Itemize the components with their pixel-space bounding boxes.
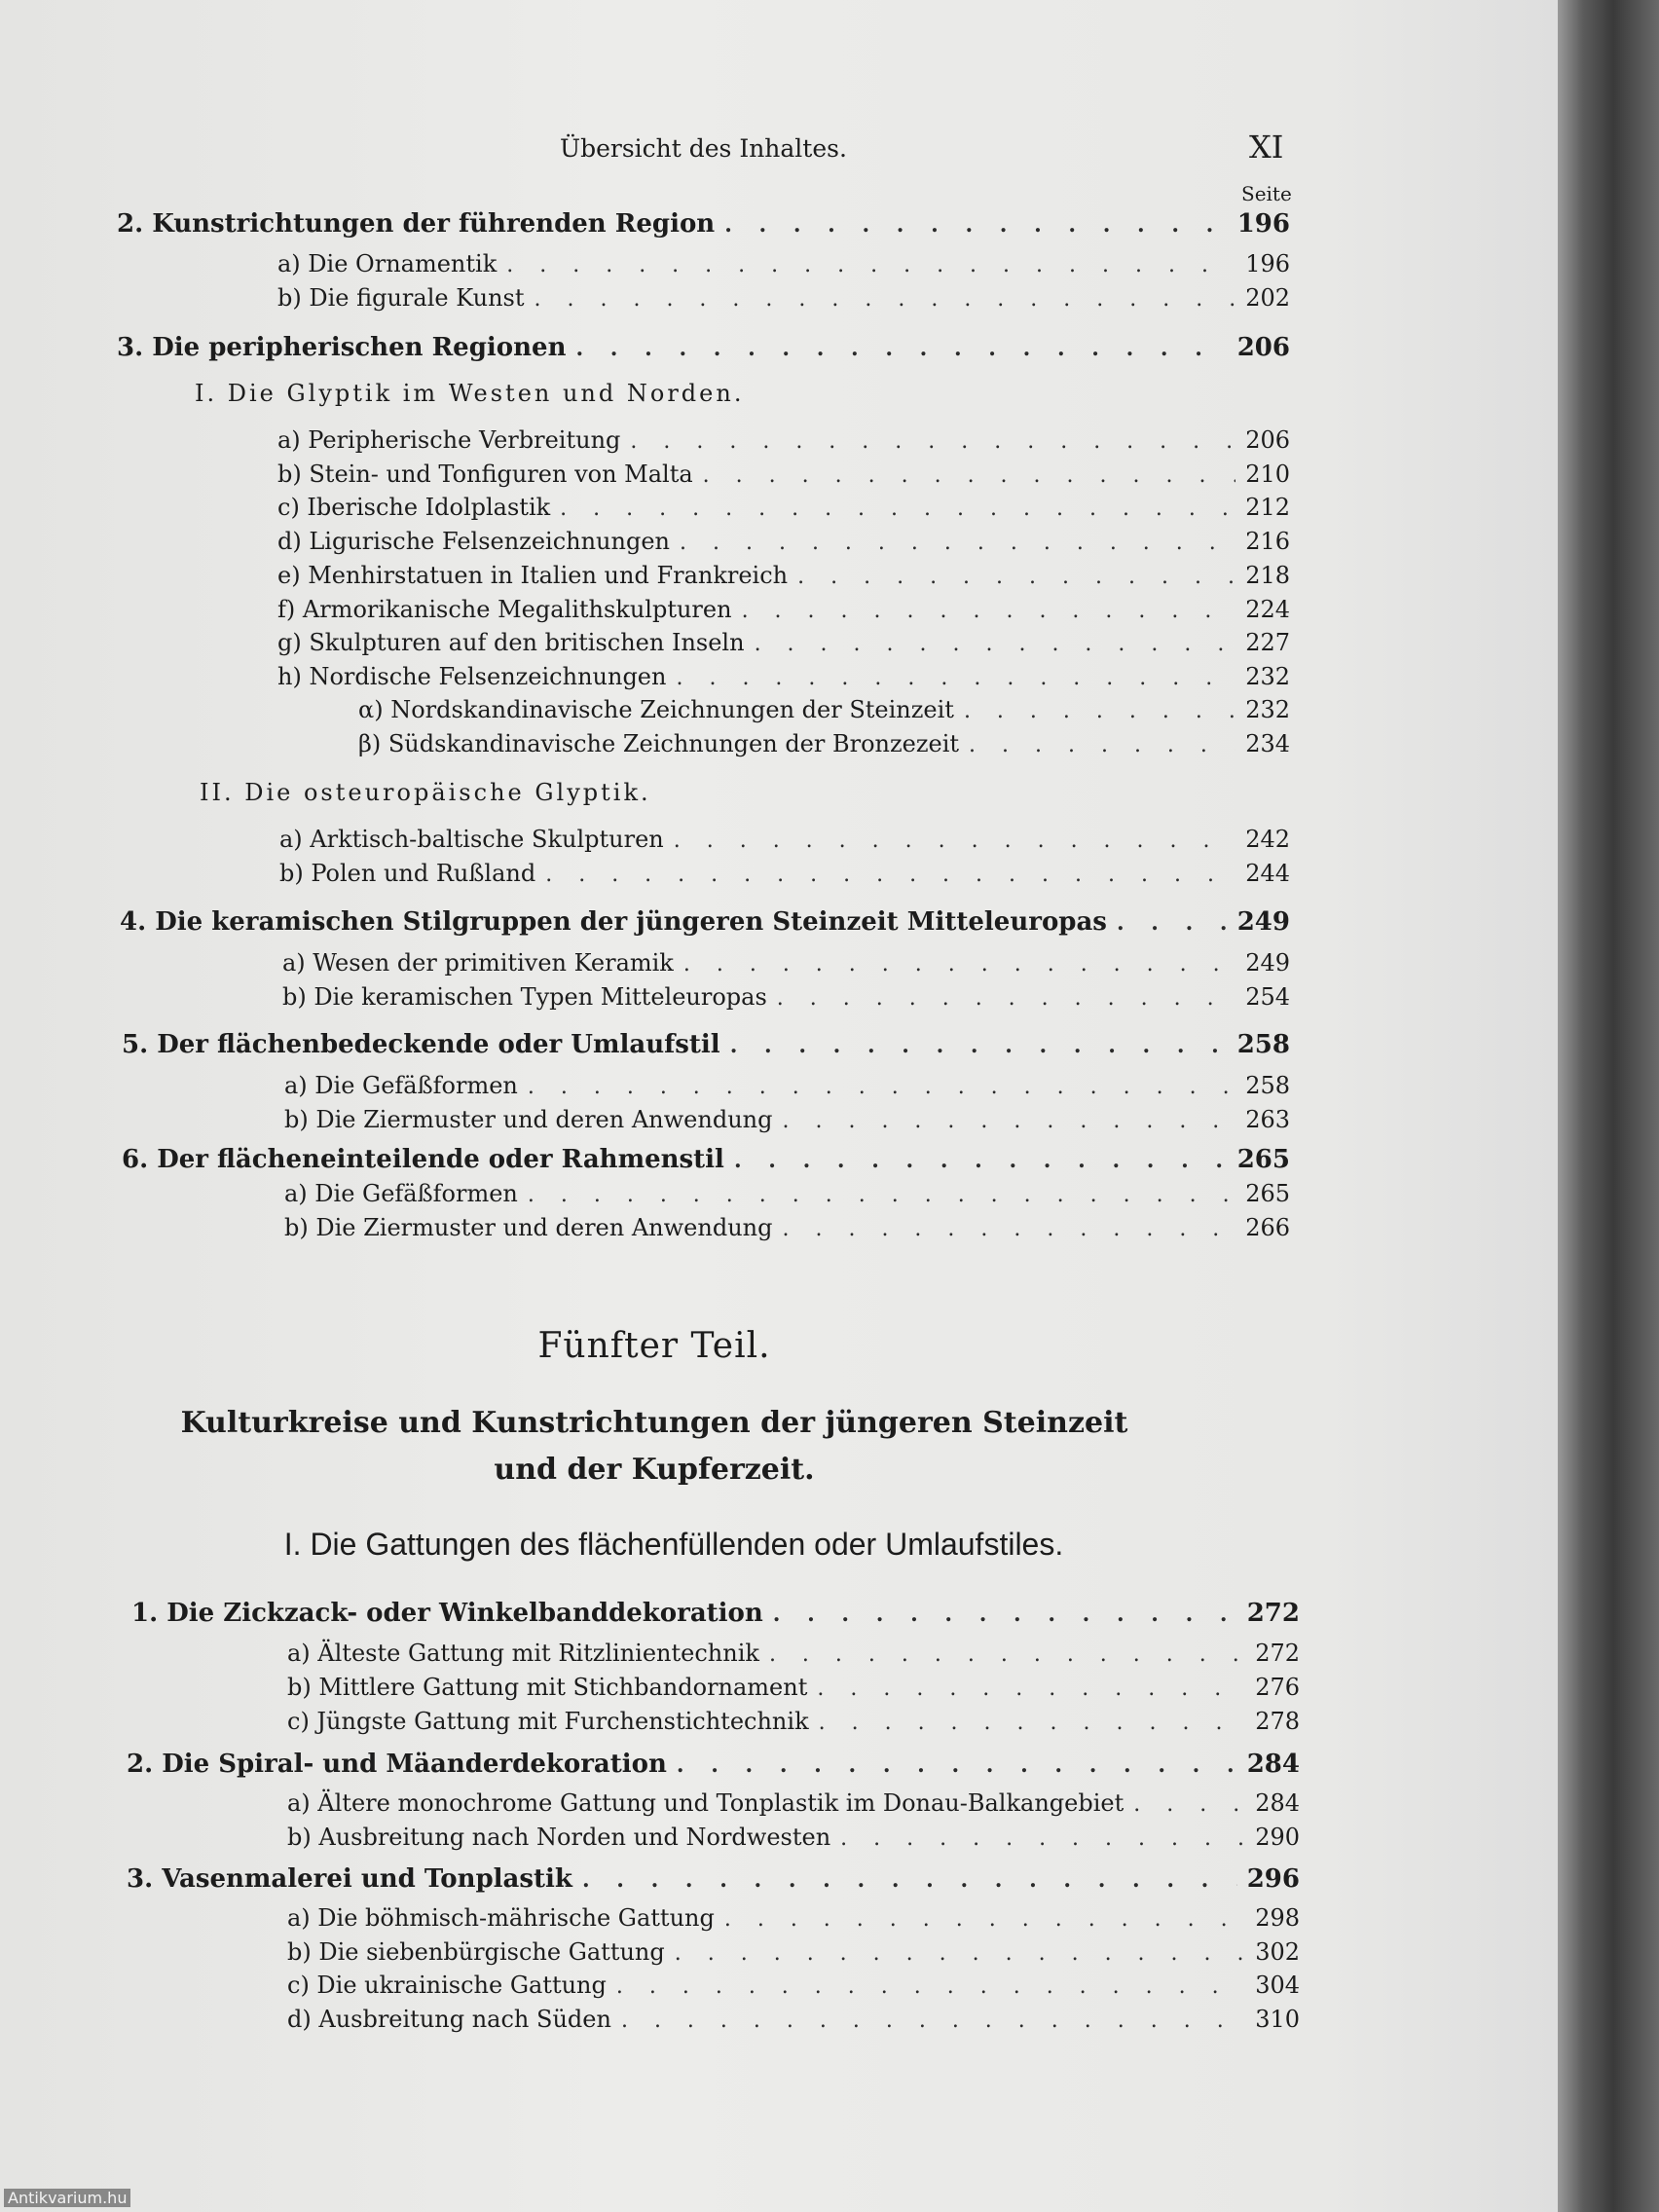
toc-entry: b) Stein- und Tonfiguren von Malta . . . 210 xyxy=(277,461,1290,488)
toc-entry: a) Wesen der primitiven Keramik . . . 249 xyxy=(282,949,1290,977)
toc-entry: a) Peripherische Verbreitung . . . 206 xyxy=(277,426,1290,454)
toc-entry: b) Polen und Rußland . . . 244 xyxy=(279,860,1290,887)
book-binding-edge xyxy=(1558,0,1659,2212)
section-heading: II. Die osteuropäische Glyptik. xyxy=(200,779,651,806)
part-title-line2: und der Kupferzeit. xyxy=(494,1453,815,1487)
toc-entry-chapter: 3. Die peripherischen Regionen . . . 206 xyxy=(117,333,1290,362)
toc-entry: c) Die ukrainische Gattung . . . 304 xyxy=(287,1972,1300,1999)
toc-entry: d) Ligurische Felsenzeichnungen . . . 216 xyxy=(277,528,1290,555)
toc-subentry: β) Südskandinavische Zeichnungen der Bronzezeit . . . 234 xyxy=(358,730,1290,757)
toc-entry: a) Die böhmisch-mährische Gattung . . . 298 xyxy=(287,1904,1300,1932)
toc-entry: b) Mittlere Gattung mit Stichbandornament . . . 276 xyxy=(287,1674,1300,1701)
part-title-line1: Kulturkreise und Kunstrichtungen der jüngeren Steinzeit xyxy=(180,1406,1128,1440)
toc-entry-chapter: 2. Kunstrichtungen der führenden Region . . . 196 xyxy=(117,209,1290,239)
toc-entry: a) Älteste Gattung mit Ritzlinientechnik . . . 272 xyxy=(287,1640,1300,1667)
page-number: XI xyxy=(1249,129,1284,166)
toc-entry-chapter: 2. Die Spiral- und Mäanderdekoration . . . 284 xyxy=(127,1750,1300,1779)
toc-entry-chapter: 3. Vasenmalerei und Tonplastik . . . 296 xyxy=(127,1864,1300,1894)
toc-entry: b) Die Ziermuster und deren Anwendung . . . 266 xyxy=(284,1214,1290,1241)
toc-entry: b) Die figurale Kunst . . . 202 xyxy=(277,284,1290,312)
section-heading: I. Die Glyptik im Westen und Norden. xyxy=(195,380,745,407)
watermark: Antikvarium.hu xyxy=(4,2189,130,2207)
seite-label: Seite xyxy=(1241,182,1292,205)
section-heading-large: I. Die Gattungen des flächenfüllenden oder Umlaufstiles. xyxy=(283,1527,1064,1562)
toc-entry: d) Ausbreitung nach Süden . . . 310 xyxy=(287,2006,1300,2033)
toc-entry: h) Nordische Felsenzeichnungen . . . 232 xyxy=(277,663,1290,690)
toc-entry: c) Iberische Idolplastik . . . 212 xyxy=(277,494,1290,521)
toc-entry: a) Ältere monochrome Gattung und Tonplastik im Donau-Balkangebiet . . . 284 xyxy=(287,1789,1300,1817)
part-label: Fünfter Teil. xyxy=(537,1326,771,1366)
toc-entry-chapter: 4. Die keramischen Stilgruppen der jüngeren Steinzeit Mitteleuropas . . . 249 xyxy=(120,907,1290,937)
toc-entry: g) Skulpturen auf den britischen Inseln . . . 227 xyxy=(277,629,1290,656)
toc-entry: b) Die Ziermuster und deren Anwendung . . . 263 xyxy=(284,1106,1290,1133)
toc-entry: e) Menhirstatuen in Italien und Frankreich . . . 218 xyxy=(277,562,1290,589)
toc-entry-chapter: 5. Der flächenbedeckende oder Umlaufstil . . . 258 xyxy=(122,1030,1290,1059)
running-title: Übersicht des Inhaltes. xyxy=(560,134,847,163)
toc-entry: f) Armorikanische Megalithskulpturen . . . 224 xyxy=(277,596,1290,623)
toc-entry-chapter: 6. Der flächeneinteilende oder Rahmenstil . . . 265 xyxy=(122,1145,1290,1174)
toc-entry: b) Die keramischen Typen Mitteleuropas . . . 254 xyxy=(282,983,1290,1011)
toc-entry: a) Arktisch-baltische Skulpturen . . . 242 xyxy=(279,826,1290,853)
toc-entry: a) Die Gefäßformen . . . 258 xyxy=(284,1072,1290,1099)
toc-entry: c) Jüngste Gattung mit Furchenstichtechnik . . . 278 xyxy=(287,1708,1300,1735)
toc-subentry: α) Nordskandinavische Zeichnungen der Steinzeit . . . 232 xyxy=(358,696,1290,723)
toc-entry: a) Die Ornamentik . . . 196 xyxy=(277,250,1290,277)
toc-entry: b) Ausbreitung nach Norden und Nordwesten . . . 290 xyxy=(287,1824,1300,1851)
toc-entry: a) Die Gefäßformen . . . 265 xyxy=(284,1180,1290,1207)
toc-entry: b) Die siebenbürgische Gattung . . . 302 xyxy=(287,1938,1300,1966)
toc-entry-chapter: 1. Die Zickzack- oder Winkelbanddekoration . . . 272 xyxy=(131,1599,1300,1628)
